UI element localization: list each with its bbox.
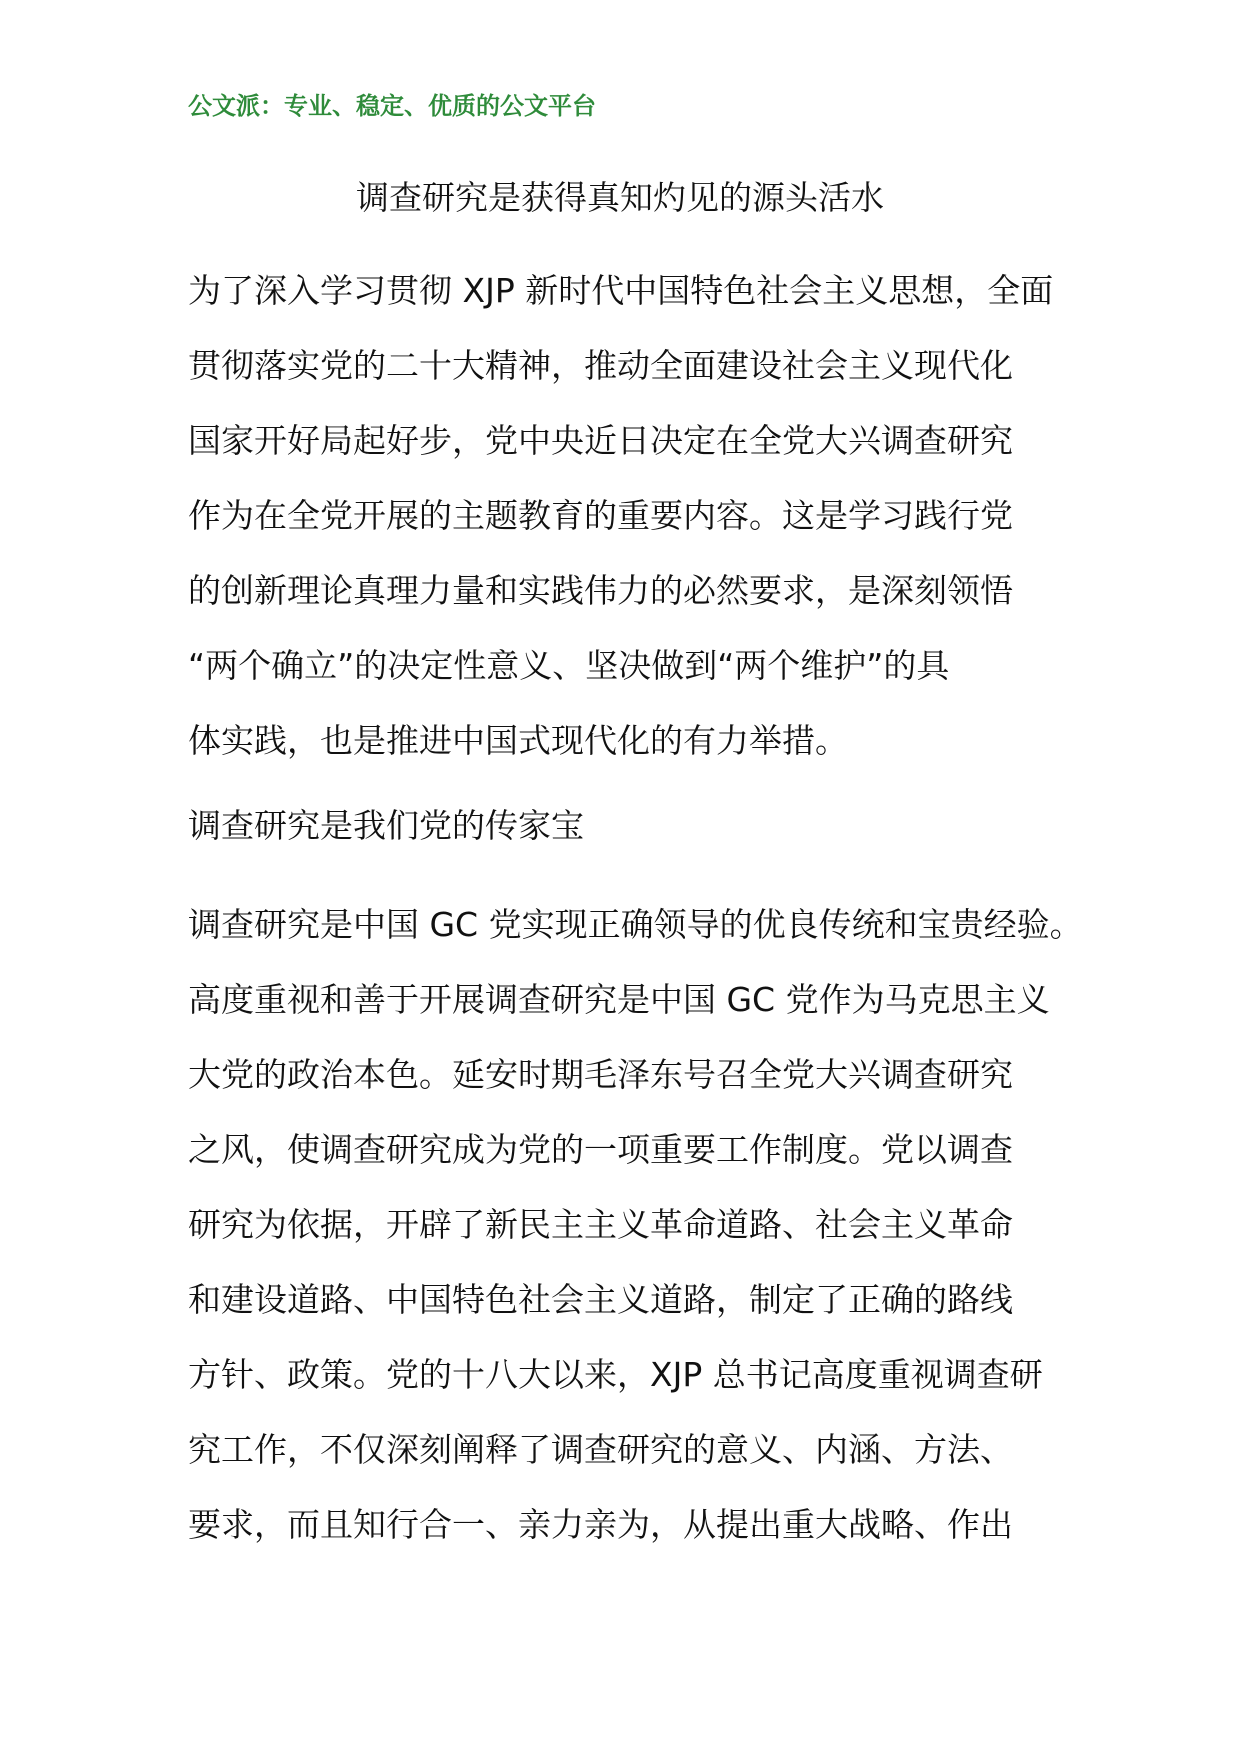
- paragraph-line: 大党的政治本色。延安时期毛泽东号召全党大兴调查研究: [188, 1055, 1013, 1094]
- document-title: 调查研究是获得真知灼见的源头活水: [356, 178, 884, 217]
- paragraph-1: [188, 253, 1088, 778]
- paragraph-line: 为了深入学习贯彻 XJP 新时代中国特色社会主义思想，全面: [188, 271, 1054, 310]
- paragraph-line: 高度重视和善于开展调查研究是中国 GC 党作为马克思主义: [188, 980, 1050, 1019]
- paragraph-2: [188, 887, 1088, 1562]
- paragraph-line: 研究为依据，开辟了新民主主义革命道路、社会主义革命: [188, 1205, 1013, 1244]
- section-subheading: 调查研究是我们党的传家宝: [188, 806, 584, 845]
- paragraph-line: 要求，而且知行合一、亲力亲为，从提出重大战略、作出: [188, 1505, 1013, 1544]
- paragraph-line: 调查研究是中国 GC 党实现正确领导的优良传统和宝贵经验。: [188, 905, 1083, 944]
- paragraph-line: “两个确立”的决定性意义、坚决做到“两个维护”的具: [188, 646, 950, 685]
- paragraph-line: 究工作，不仅深刻阐释了调查研究的意义、内涵、方法、: [188, 1430, 1013, 1469]
- paragraph-line: 和建设道路、中国特色社会主义道路，制定了正确的路线: [188, 1280, 1013, 1319]
- paragraph-line: 贯彻落实党的二十大精神，推动全面建设社会主义现代化: [188, 346, 1013, 385]
- source-header: 公文派：专业、稳定、优质的公文平台: [188, 92, 596, 120]
- paragraph-line: 之风，使调查研究成为党的一项重要工作制度。党以调查: [188, 1130, 1013, 1169]
- paragraph-line: 作为在全党开展的主题教育的重要内容。这是学习践行党: [188, 496, 1013, 535]
- paragraph-line: 方针、政策。党的十八大以来，XJP 总书记高度重视调查研: [188, 1355, 1043, 1394]
- paragraph-line: 的创新理论真理力量和实践伟力的必然要求，是深刻领悟: [188, 571, 1013, 610]
- paragraph-line: 体实践，也是推进中国式现代化的有力举措。: [188, 721, 848, 760]
- paragraph-line: 国家开好局起好步，党中央近日决定在全党大兴调查研究: [188, 421, 1013, 460]
